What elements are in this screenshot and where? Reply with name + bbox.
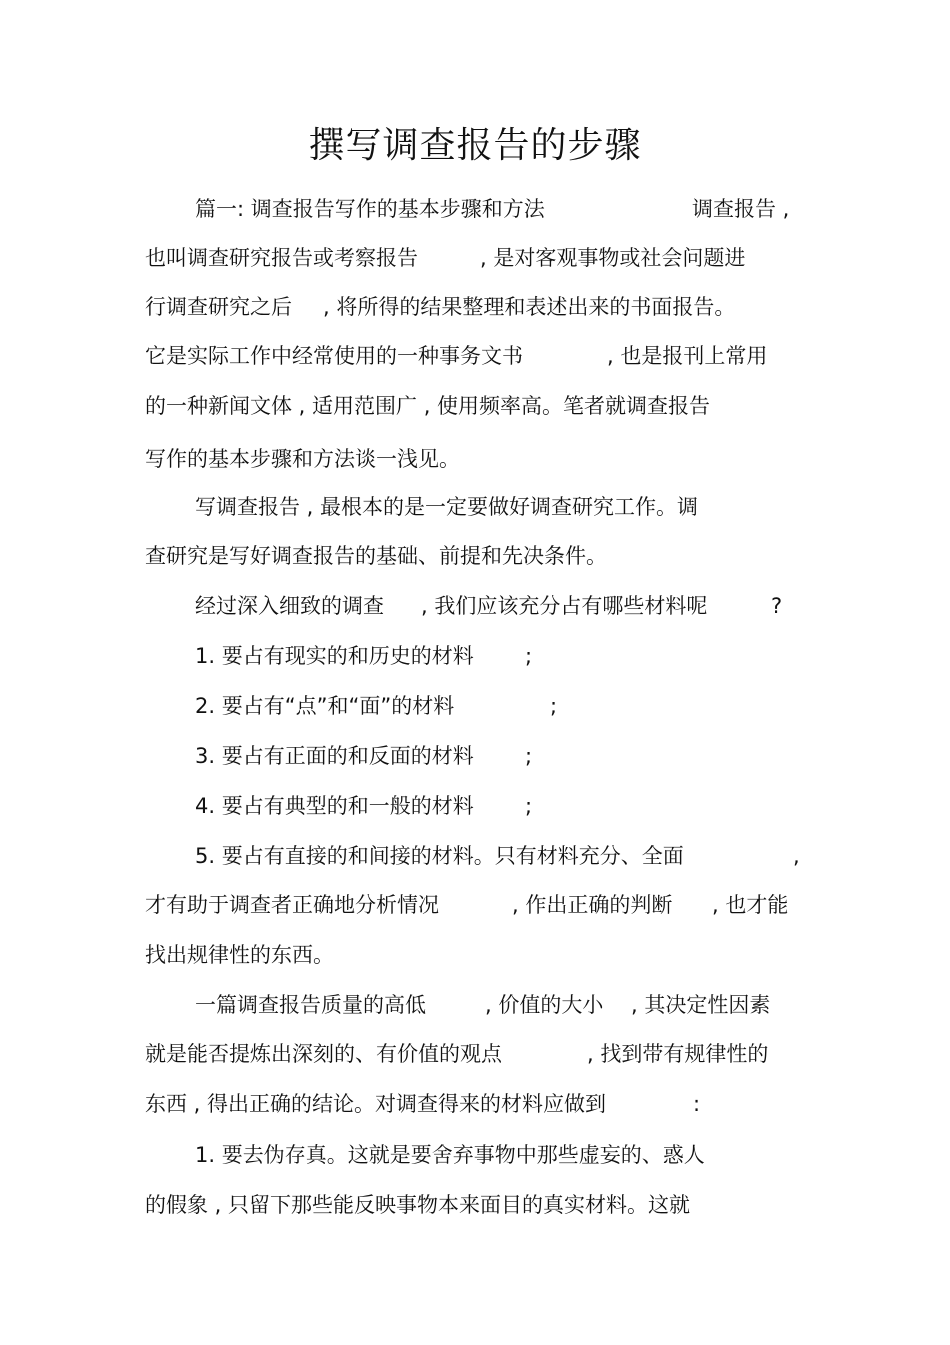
text-segment: ; xyxy=(525,794,533,818)
text-segment: , 作出正确的判断 xyxy=(512,893,673,917)
text-segment: 4. 要占有典型的和一般的材料 xyxy=(195,794,474,818)
text-line xyxy=(145,1087,815,1121)
text-segment: ; xyxy=(525,744,533,768)
text-segment: , 也是报刊上常用 xyxy=(607,344,768,368)
text-segment: , xyxy=(793,844,800,868)
text-segment: , 价值的大小 xyxy=(485,993,604,1017)
text-line xyxy=(195,639,815,673)
text-segment: 2. 要占有“点”和“面”的材料 xyxy=(195,694,455,718)
text-line xyxy=(195,839,815,873)
text-segment: ? xyxy=(771,594,783,618)
text-line xyxy=(195,789,815,823)
text-line: 写作的基本步骤和方法谈一浅见。 xyxy=(145,447,460,471)
text-segment: 篇一: 调查报告写作的基本步骤和方法 xyxy=(195,197,545,221)
text-segment: 就是能否提炼出深刻的、有价值的观点 xyxy=(145,1042,502,1066)
text-segment: 1. 要占有现实的和历史的材料 xyxy=(195,644,474,668)
text-segment: 行调查研究之后 xyxy=(145,295,292,319)
text-segment: 才有助于调查者正确地分析情况 xyxy=(145,893,439,917)
text-segment: : xyxy=(693,1092,701,1116)
text-line: 1. 要去伪存真。这就是要舍弃事物中那些虚妄的、惑人 xyxy=(195,1143,705,1167)
text-line xyxy=(195,589,815,623)
text-segment: 它是实际工作中经常使用的一种事务文书 xyxy=(145,344,523,368)
text-segment: , 是对客观事物或社会问题进 xyxy=(480,246,746,270)
text-segment: 一篇调查报告质量的高低 xyxy=(195,993,426,1017)
text-line xyxy=(195,988,815,1022)
text-segment: , 找到带有规律性的 xyxy=(587,1042,769,1066)
text-line xyxy=(145,241,815,275)
text-line xyxy=(195,689,815,723)
text-line: 找出规律性的东西。 xyxy=(145,943,334,967)
text-line xyxy=(195,192,815,226)
text-line: 查研究是写好调查报告的基础、前提和先决条件。 xyxy=(145,544,607,568)
text-segment: 调查报告 , xyxy=(692,197,790,221)
text-line: 的一种新闻文体 , 适用范围广 , 使用频率高。笔者就调查报告 xyxy=(145,394,711,418)
text-segment: , 我们应该充分占有哪些材料呢 xyxy=(421,594,708,618)
text-segment: 3. 要占有正面的和反面的材料 xyxy=(195,744,474,768)
text-line xyxy=(145,888,815,922)
text-line xyxy=(145,1037,815,1071)
text-segment: ; xyxy=(525,644,533,668)
text-segment: 5. 要占有直接的和间接的材料。只有材料充分、全面 xyxy=(195,844,684,868)
text-line: 写调查报告 , 最根本的是一定要做好调查研究工作。调 xyxy=(195,495,699,519)
text-line xyxy=(145,339,815,373)
text-segment: ; xyxy=(550,694,558,718)
text-segment: 也叫调查研究报告或考察报告 xyxy=(145,246,418,270)
text-line xyxy=(195,739,815,773)
text-segment: 经过深入细致的调查 xyxy=(195,594,384,618)
text-line xyxy=(145,290,815,324)
document-title: 撰写调查报告的步骤 xyxy=(308,125,642,166)
text-segment: , 将所得的结果整理和表述出来的书面报告。 xyxy=(323,295,736,319)
text-line: 的假象 , 只留下那些能反映事物本来面目的真实材料。这就 xyxy=(145,1193,691,1217)
text-segment: , 也才能 xyxy=(712,893,789,917)
text-segment: , 其决定性因素 xyxy=(631,993,771,1017)
text-segment: 东西 , 得出正确的结论。对调查得来的材料应做到 xyxy=(145,1092,607,1116)
